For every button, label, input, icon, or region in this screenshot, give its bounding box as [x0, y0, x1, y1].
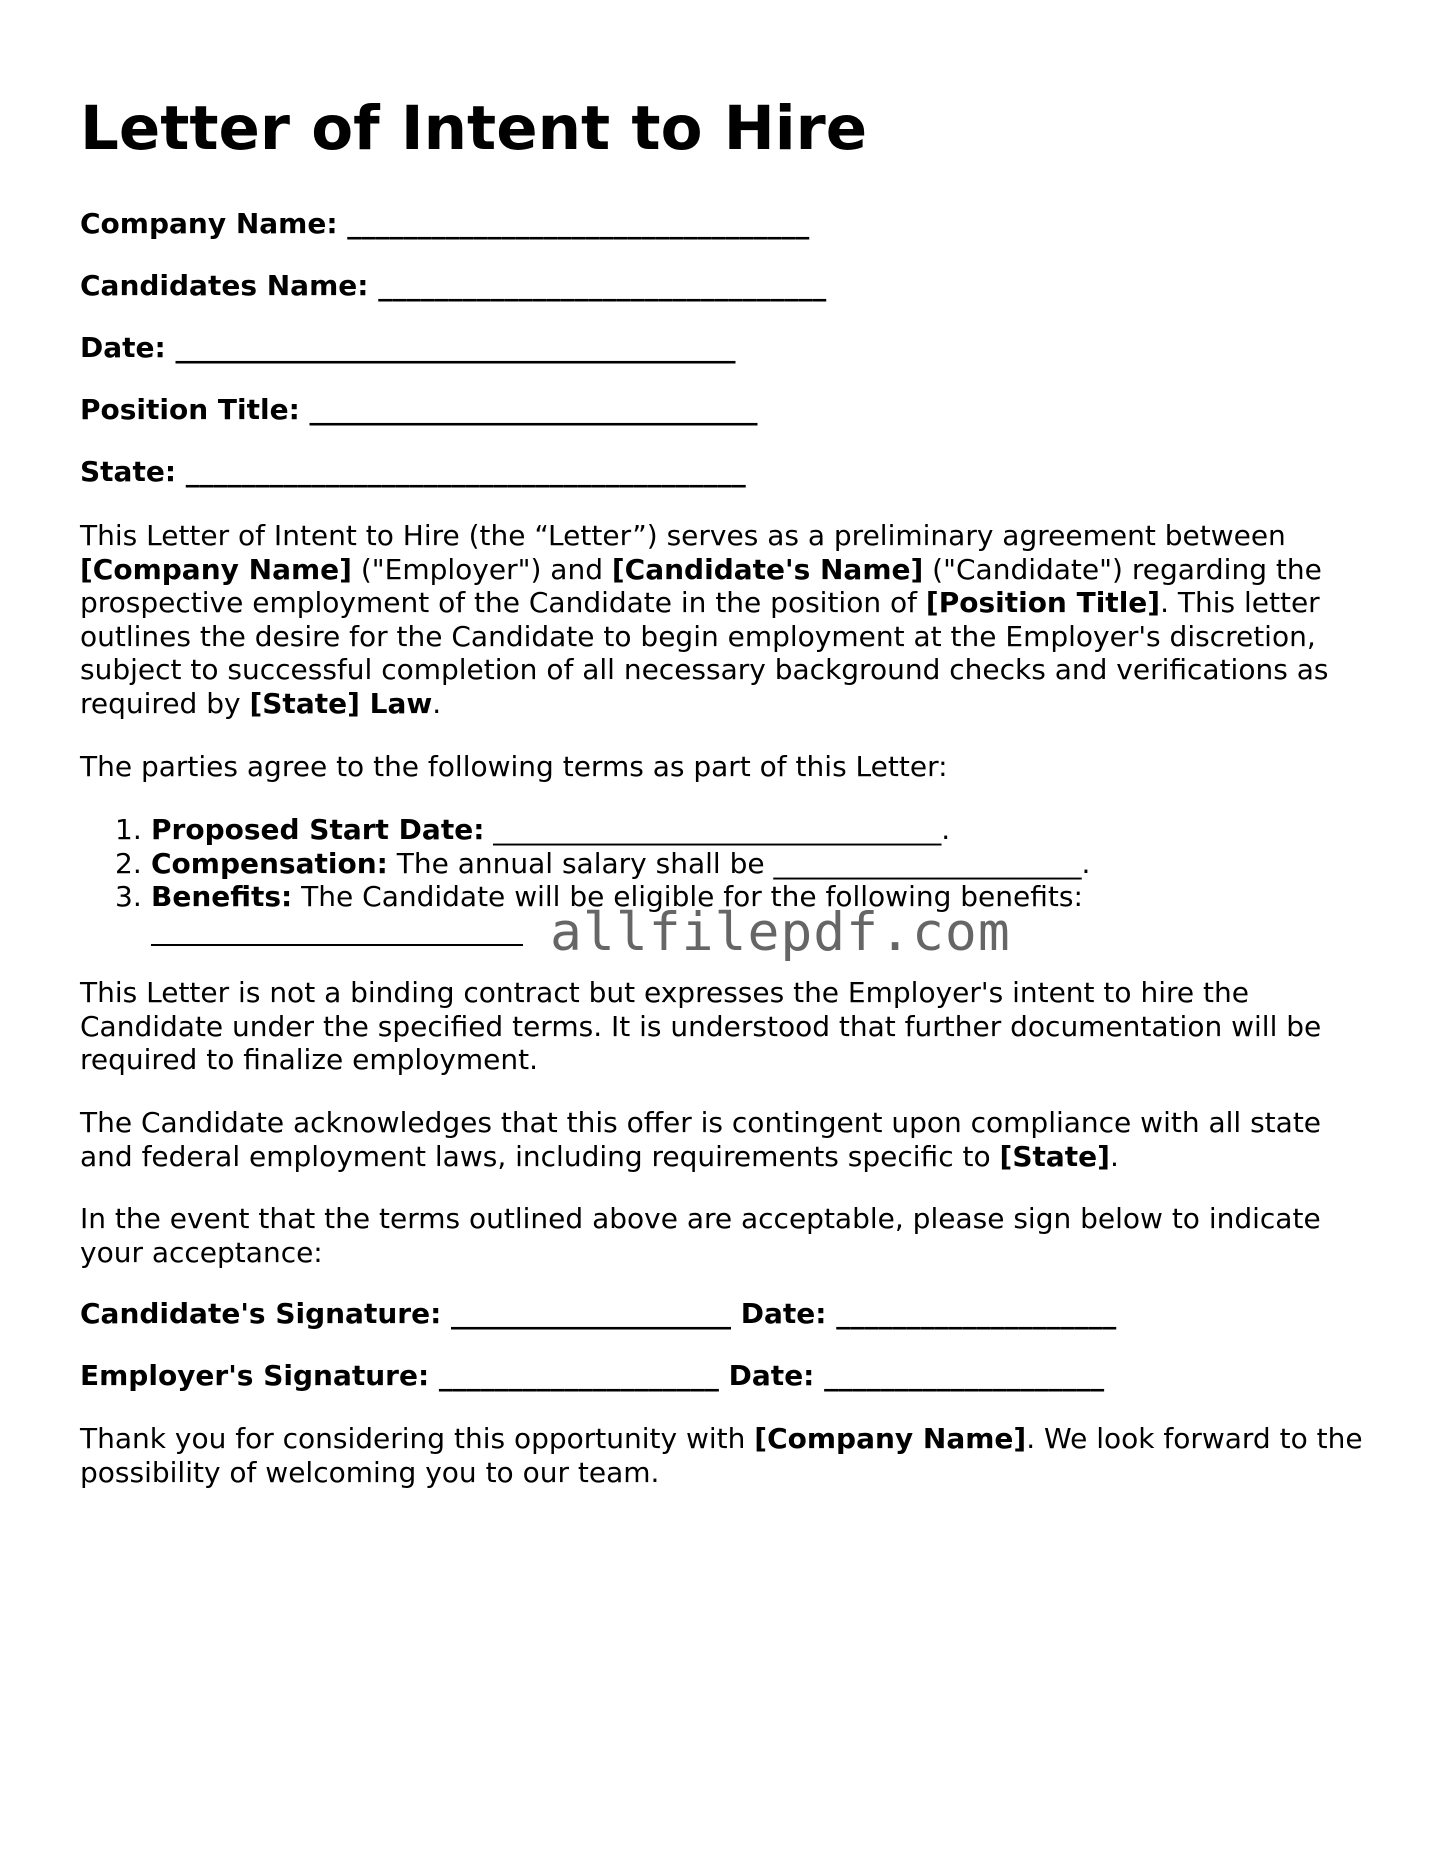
intro-paragraph: This Letter of Intent to Hire (the “Letter”) serves as a preliminary agreement between [Company Name] ("Employer") and [Candidate's Name] ("Candidate") regarding the prospective employment of the Candidate in the position of [Position Title]. This letter outlines the desire for the Candidate to begin employment at the Employer's discretion, subject to successful completion of all necessary background checks and verifications as required by [State] Law. [80, 519, 1329, 720]
not-binding-paragraph: This Letter is not a binding contract but expresses the Employer's intent to hire the Candidate under the specified terms. It is understood that further documentation will be required to finalize employment. [80, 976, 1322, 1076]
company-name-placeholder: [Company Name] [80, 552, 352, 586]
watermark: allfilepdf.com [550, 902, 1011, 963]
candidate-name-placeholder: [Candidate's Name] [611, 552, 924, 586]
field-label: State: [80, 455, 177, 488]
candidate-name-field [80, 269, 826, 303]
state-field [80, 455, 746, 489]
acceptance-paragraph: In the event that the terms outlined above are acceptable, please sign below to indicate your acceptance: [80, 1202, 1321, 1269]
field-blank: ________________________________________ [185, 455, 746, 488]
terms-list [80, 813, 1370, 914]
date-label: Date: [728, 1359, 815, 1392]
signature-blank: ____________________ [438, 1359, 719, 1392]
date-blank: ____________________ [836, 1297, 1117, 1330]
signature-label: Employer's Signature: [80, 1359, 430, 1392]
date-blank: ____________________ [824, 1359, 1105, 1392]
signature-blank: ____________________ [451, 1297, 732, 1330]
position-title-field [80, 393, 758, 427]
field-blank: ________________________________ [378, 269, 827, 302]
employer-signature-line [80, 1359, 1104, 1393]
contingent-paragraph: The Candidate acknowledges that this offer is contingent upon compliance with all state and federal employment laws, including requirements specific to [State]. [80, 1106, 1322, 1173]
term-compensation: 2. Compensation: The annual salary shall be ______________________. [115, 846, 1091, 880]
field-label: Position Title: [80, 393, 300, 426]
signature-label: Candidate's Signature: [80, 1297, 442, 1330]
date-field [80, 331, 735, 365]
field-label: Company Name: [80, 207, 338, 240]
company-name-placeholder: [Company Name] [754, 1422, 1027, 1455]
state-placeholder: [State] [999, 1139, 1110, 1173]
field-blank: _________________________________ [347, 207, 810, 240]
field-label: Date: [80, 331, 166, 364]
candidate-signature-line [80, 1297, 1116, 1331]
state-law-placeholder: [State] Law [249, 686, 433, 720]
closing-paragraph: Thank you for considering this opportunity with [Company Name]. We look forward to the possibility of welcoming you to our team. [80, 1422, 1363, 1489]
field-blank: ________________________________ [309, 393, 758, 426]
term-benefits: 3. Benefits: The Candidate will be eligible for the following benefits: [115, 880, 1083, 913]
terms-intro: The parties agree to the following terms as part of this Letter: [80, 750, 948, 783]
date-label: Date: [740, 1297, 827, 1330]
page-title: Letter of Intent to Hire [80, 93, 868, 164]
position-title-placeholder: [Position Title] [925, 586, 1161, 619]
company-name-field [80, 207, 809, 241]
benefits-blank-line [151, 944, 523, 946]
field-blank: ________________________________________ [175, 331, 736, 364]
term-start-date: 1. Proposed Start Date: ________________________________. [115, 813, 951, 846]
field-label: Candidates Name: [80, 269, 369, 302]
